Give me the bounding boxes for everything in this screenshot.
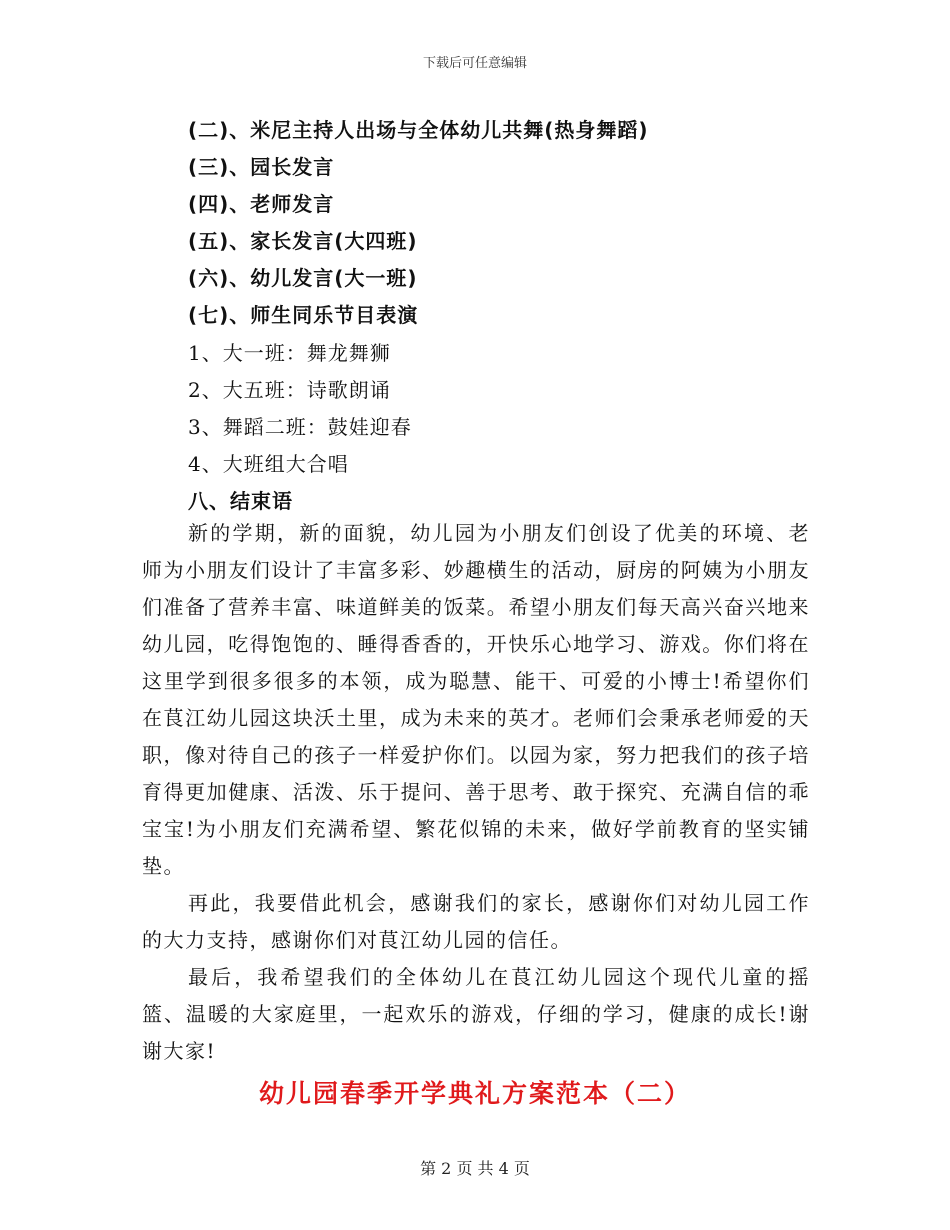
program-item-2: (二)、米尼主持人出场与全体幼儿共舞(热身舞蹈) (188, 118, 649, 142)
page-header: 下载后可任意编辑 (422, 56, 527, 71)
performance-item-4: 4、大班组大合唱 (188, 452, 349, 476)
program-item-6: (六)、幼儿发言(大一班) (188, 266, 418, 290)
program-item-7: (七)、师生同乐节目表演 (188, 303, 419, 327)
next-section-title: 幼儿园春季开学典礼方案范本（二） (258, 1079, 691, 1108)
closing-paragraph-1: 新的学期，新的面貌，幼儿园为小朋友们创设了优美的环境、老师为小朋友们设计了丰富多彩、妙趣横生的活动，厨房的阿姨为小朋友们准备了营养丰富、味道鲜美的饭菜。希望小朋友们每天高兴奋兴地来幼儿园，吃得饱饱的、睡得香香的，开快乐心地学习、游戏。你们将在这里学到很多很多的本领，成为聪慧、能干、可爱的小博士!希望你们在茛江幼儿园这块沃土里，成为未来的英才。老师们会秉承老师爱的天职，像对待自己的孩子一样爱护你们。以园为家，努力把我们的孩子培育得更加健康、活泼、乐于提问、善于思考、敢于探究、充满自信的乖宝宝!为小朋友们充满希望、繁花似锦的未来，做好学前教育的坚实铺垫。 (142, 521, 810, 878)
page-footer: 第 2 页 共 4 页 (420, 1159, 530, 1178)
program-item-5: (五)、家长发言(大四班) (188, 229, 418, 253)
performance-item-2: 2、大五班：诗歌朗诵 (188, 378, 391, 402)
program-item-3: (三)、园长发言 (188, 155, 335, 179)
program-item-4: (四)、老师发言 (188, 192, 335, 216)
closing-paragraph-2: 再此，我要借此机会，感谢我们的家长，感谢你们对幼儿园工作的大力支持，感谢你们对茛江幼儿园的信任。 (142, 891, 810, 952)
section-heading: 八、结束语 (188, 489, 293, 513)
closing-paragraph-3: 最后，我希望我们的全体幼儿在茛江幼儿园这个现代儿童的摇篮、温暖的大家庭里，一起欢乐的游戏，仔细的学习，健康的成长!谢谢大家! (142, 965, 810, 1063)
performance-item-3: 3、舞蹈二班：鼓娃迎春 (188, 415, 412, 439)
performance-item-1: 1、大一班：舞龙舞狮 (188, 341, 391, 365)
